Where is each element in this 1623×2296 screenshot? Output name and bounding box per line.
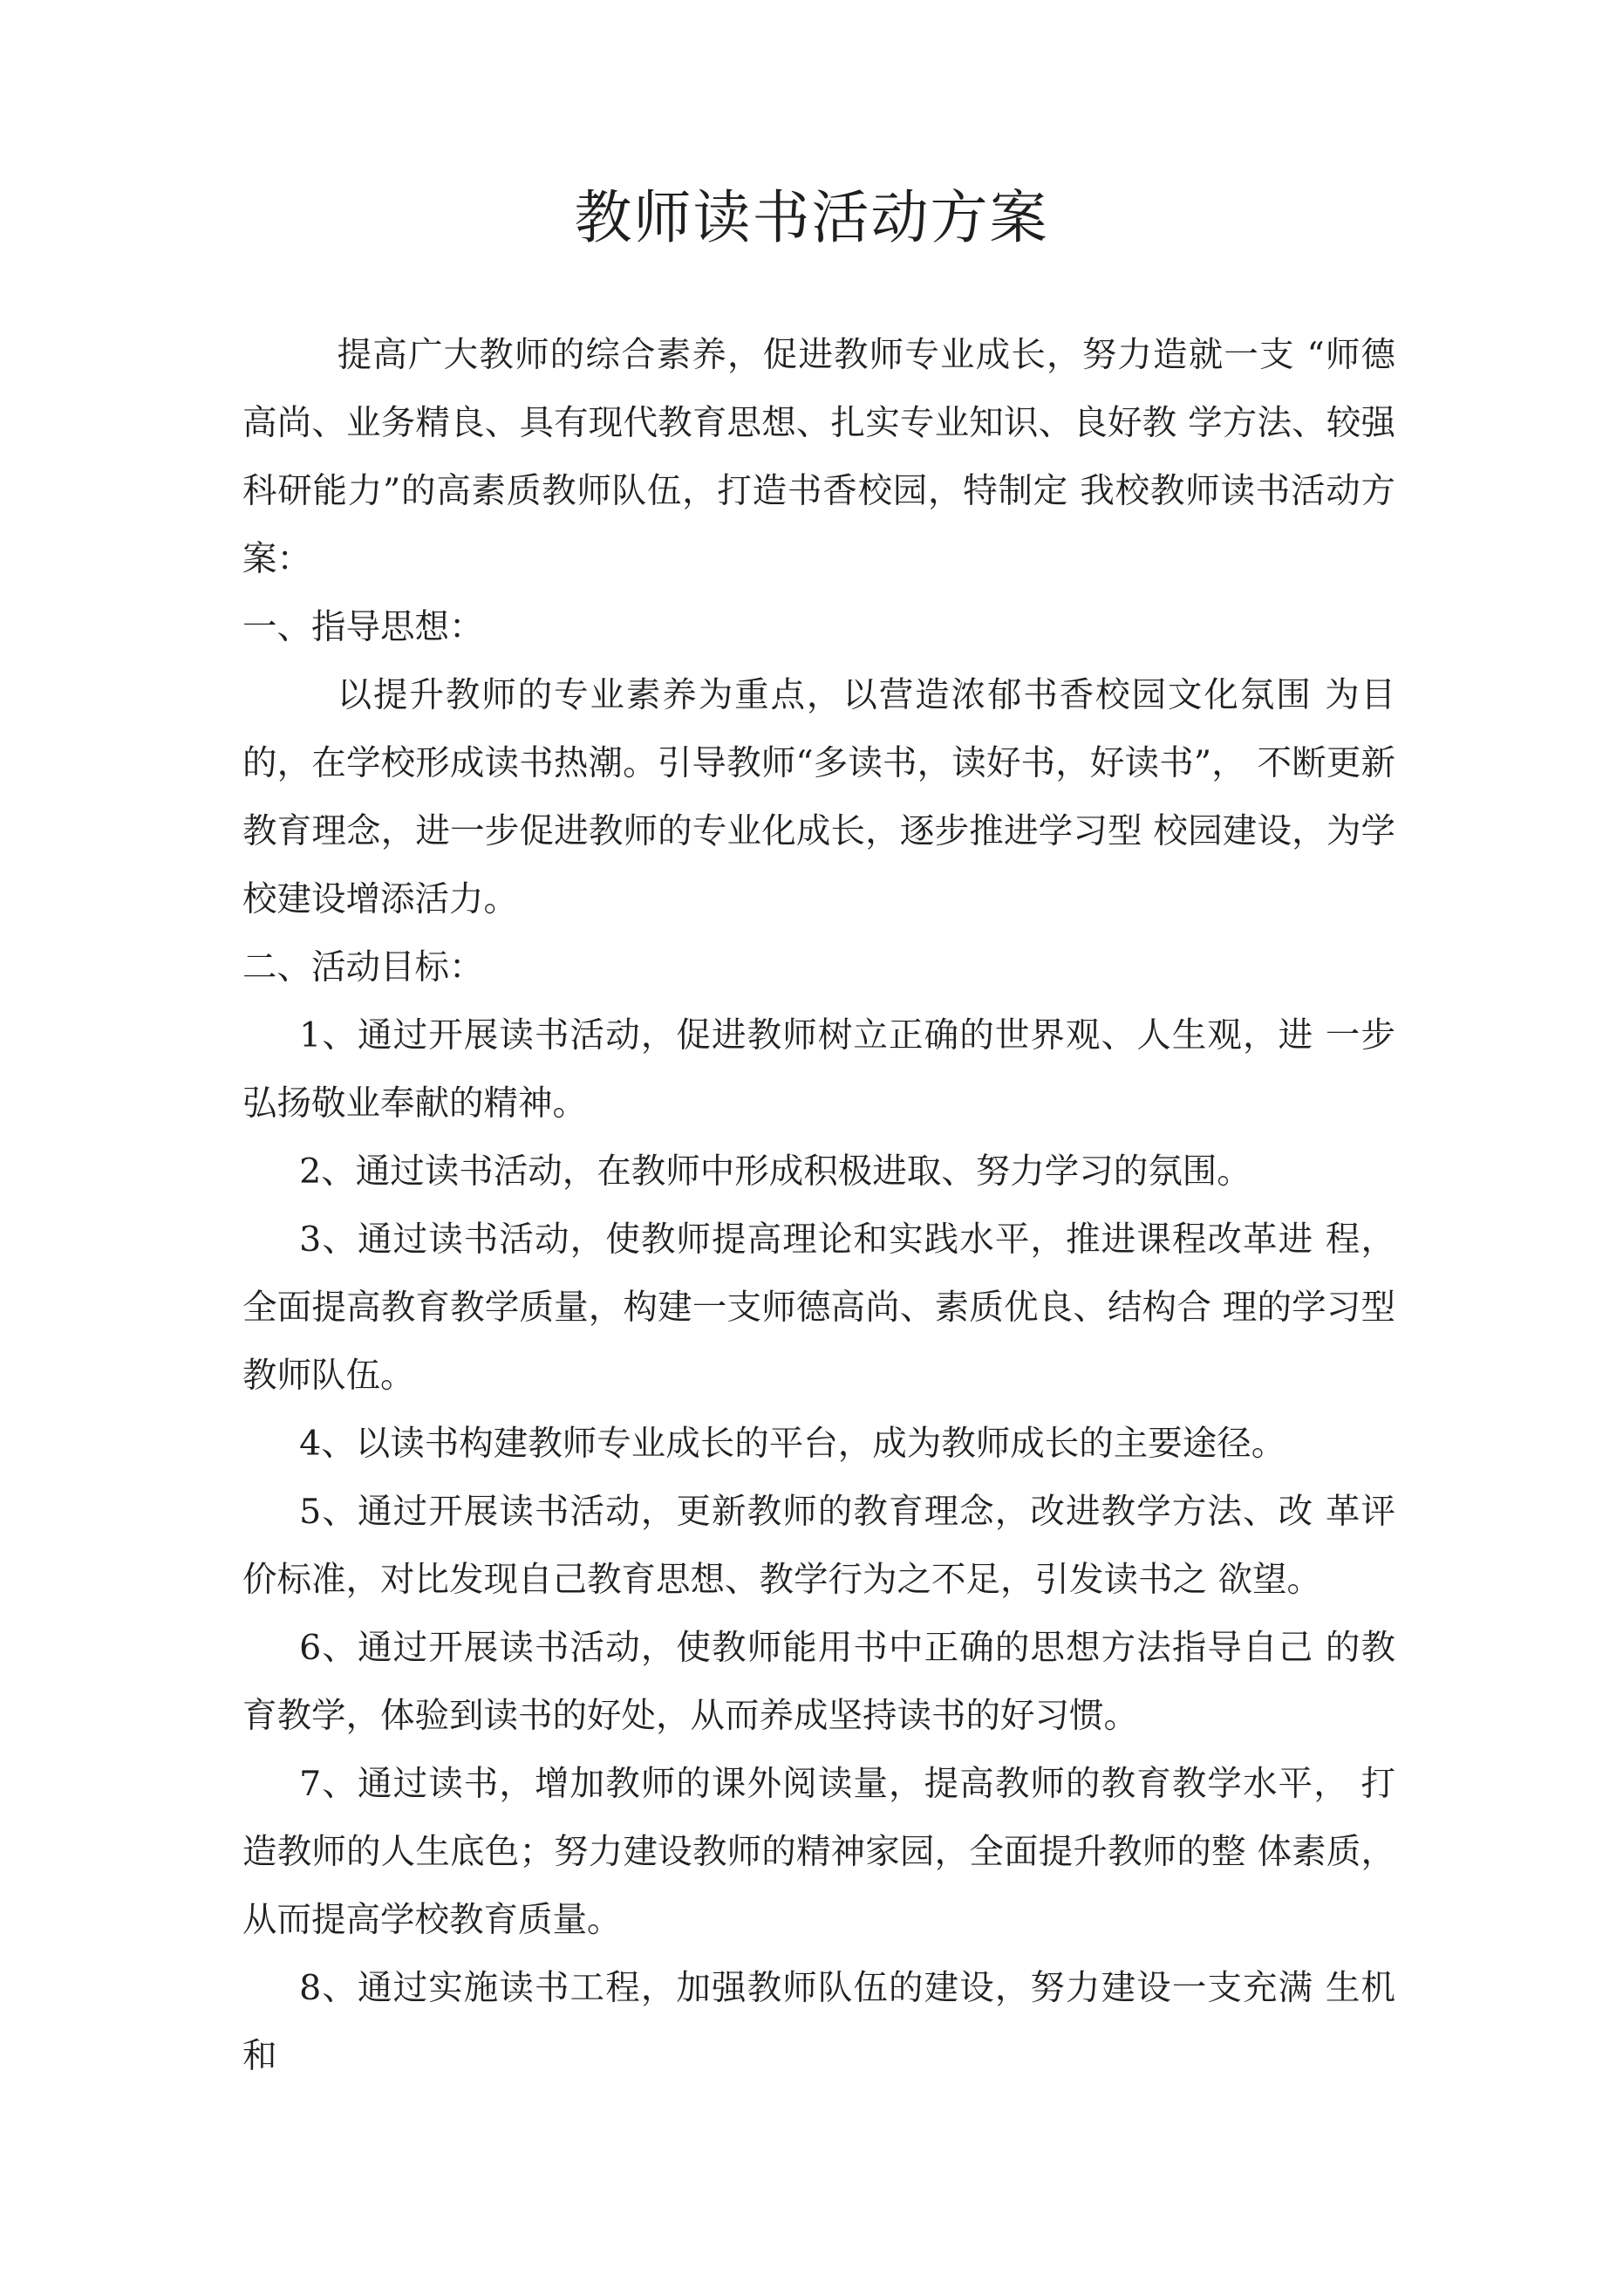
goal-item-2: 2、通过读书活动，在教师中形成积极进取、努力学习的氛围。: [299, 1151, 1251, 1192]
goal-item-4: 4、以读书构建教师专业成长的平台，成为教师成长的主要途径。: [299, 1424, 1286, 1464]
section-heading-activity-goals: 二、活动目标：: [242, 947, 484, 987]
document-title: 教师读书活动方案: [574, 184, 1049, 251]
intro-paragraph: 提高广大教师的综合素养，促进教师专业成长，努力造就一支 “师德高尚、业务精良、具有现代教育思想、扎实专业知识、良好教 学方法、较强科研能力”的高素质教师队伍，打造书香校园，特制定 我校教师读书活动方案：: [242, 335, 1395, 579]
document-body: [242, 321, 1395, 2090]
goal-item-6: 6、通过开展读书活动，使教师能用书中正确的思想方法指导自己 的教育教学，体验到读书的好处，从而养成坚持读书的好习惯。: [242, 1628, 1395, 1736]
guiding-ideology-paragraph: 以提升教师的专业素养为重点，以营造浓郁书香校园文化氛围 为目的，在学校形成读书热潮。引导教师“多读书，读好书，好读书”， 不断更新教育理念，进一步促进教师的专业化成长，逐步推进学习型 校园建设，为学校建设增添活力。: [242, 675, 1395, 919]
section-heading-guiding-ideology: 一、指导思想：: [242, 607, 484, 647]
goal-item-8: 8、通过实施读书工程，加强教师队伍的建设，努力建设一支充满 生机和: [242, 1968, 1395, 2076]
goal-item-5: 5、通过开展读书活动，更新教师的教育理念，改进教学方法、改 革评价标准，对比发现自己教育思想、教学行为之不足，引发读书之 欲望。: [242, 1492, 1395, 1600]
goal-item-7: 7、通过读书，增加教师的课外阅读量，提高教师的教育教学水平， 打造教师的人生底色；努力建设教师的精神家园，全面提升教师的整 体素质，从而提高学校教育质量。: [242, 1764, 1395, 1940]
goal-item-3: 3、通过读书活动，使教师提高理论和实践水平，推进课程改革进 程，全面提高教育教学质量，构建一支师德高尚、素质优良、结构合 理的学习型教师队伍。: [242, 1220, 1395, 1396]
goal-item-1: 1、通过开展读书活动，促进教师树立正确的世界观、人生观，进 一步弘扬敬业奉献的精神。: [242, 1015, 1395, 1124]
